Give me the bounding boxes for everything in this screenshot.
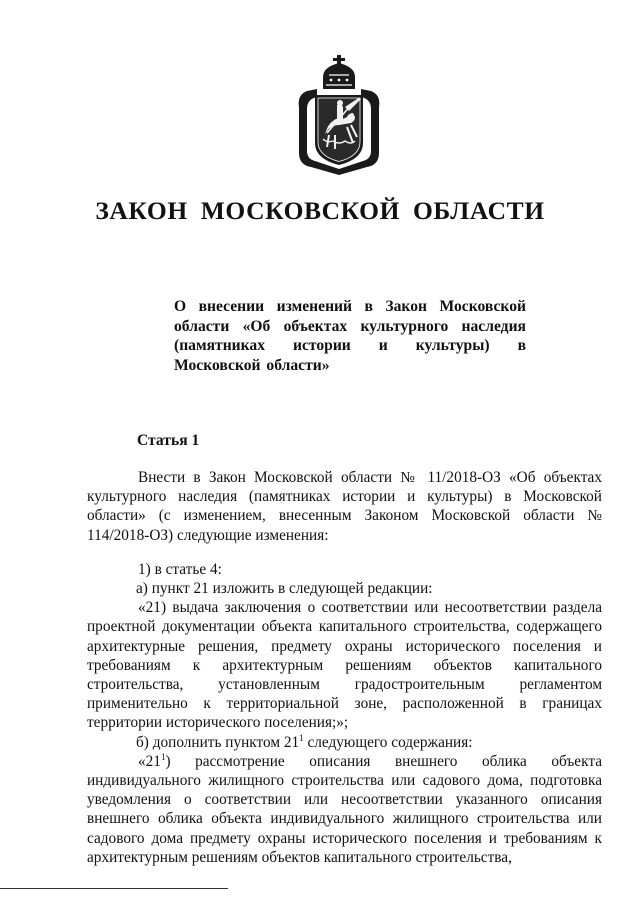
quote-21-1-open: «21 [138, 752, 161, 770]
coat-of-arms-icon [293, 55, 385, 175]
item-1b-prefix: б) дополнить пунктом 21 [136, 733, 300, 751]
quote-21-1-text: ) рассмотрение описания внешнего облика объекта индивидуального жилищного строительства или садового дома, подготовка уведомления о соответствии или несоответствии указанного описания внешнего облика объекта индивидуального жилищного строительства или садового дома предмету охраны исторического поселения и требованиям к архитектурным решениям объектов капитального строительства, [87, 752, 602, 866]
law-subject: О внесении изменений в Закон Московской области «Об объектах культурного наследия (памятниках истории и культуры) в Московской области» [174, 298, 526, 374]
quote-point-21-1 [87, 752, 602, 867]
footer-rule [0, 888, 228, 889]
article-body [87, 468, 602, 867]
quote-point-21: «21) выдача заключения о соответствии или несоответствии раздела проектной документации объекта капитального строительства, содержащего архитектурные решения, предмету охраны исторического поселения и требованиям к архитектурным решениям объектов капитального строительства, установленным градостроительным регламентом применительно к территориальной зоне, расположенной в границах территории исторического поселения;»; [87, 599, 602, 732]
item-1a: а) пункт 21 изложить в следующей редакции: [136, 580, 433, 598]
article-heading: Статья 1 [137, 432, 200, 449]
article-intro: Внести в Закон Московской области № 11/2018-ОЗ «Об объектах культурного наследия (памятниках истории и культуры) в Московской области» (с изменением, внесенным Законом Московской области № 114/2018-ОЗ) следующие изменения: [87, 469, 602, 544]
item-1b [87, 733, 602, 752]
item-1: 1) в статье 4: [138, 560, 222, 578]
item-1b-suffix: следующего содержания: [303, 733, 473, 751]
item-1b-superscript: 1 [299, 732, 304, 743]
quote-21-1-superscript: 1 [160, 751, 166, 762]
law-title: ЗАКОН МОСКОВСКОЙ ОБЛАСТИ [95, 196, 545, 225]
